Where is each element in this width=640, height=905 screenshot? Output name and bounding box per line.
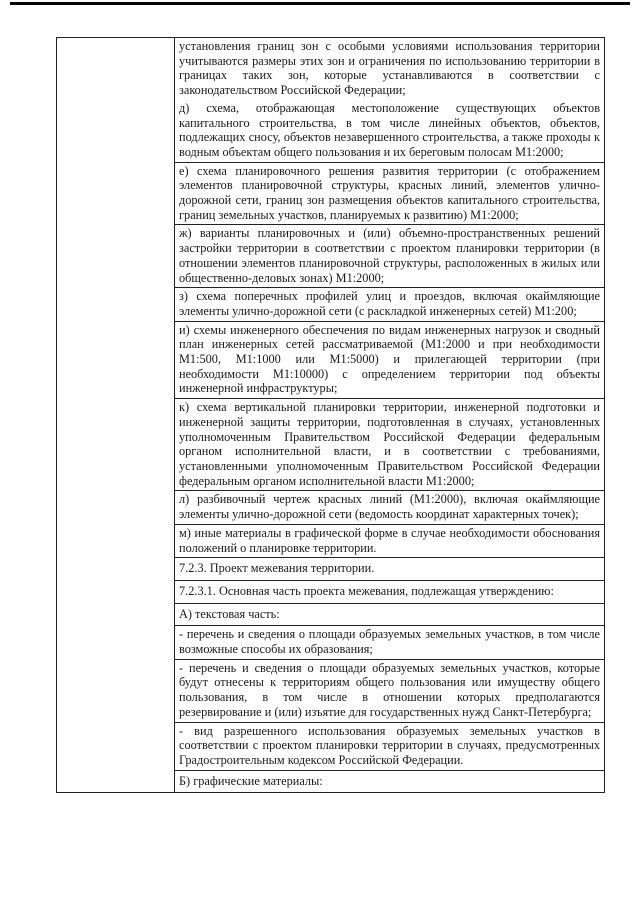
list-item-public-plots: - перечень и сведения о площади образуемых земельных участков, которые будут отнесены к территориям общего пользования или имуществу общего пользования, в том числе в отношении которых предполагаются резервирование и (или) изъятие для государственных нужд Санкт-Петербурга; [175,660,604,723]
subheading-graphic-materials: Б) графические материалы: [179,773,323,788]
section-heading-7-2-3-1: 7.2.3.1. Основная часть проекта межевания, подлежащая утверждению: [175,581,604,604]
left-column-cell [57,38,175,793]
paragraph-i-engineering-schemes: и) схемы инженерного обеспечения по видам инженерных нагрузок и сводный план инженерных сетей рассматриваемой (М1:2000 и при необходимости М1:500, М1:1000 или М1:5000) и прилегающей территории (при необходимости М1:10000) с определением территории под объекты инженерной инфраструктуры; [175,322,604,400]
list-item-permitted-use: - вид разрешенного использования образуемых земельных участков в соответствии с проектом планировки территории в случаях, предусмотренных Градостроительным кодексом Российской Федерации. [175,723,604,771]
paragraph-zones-continuation: установления границ зон с особыми условиями использования территории учитываются размеры этих зон и ограничения по использованию территории в границах таких зон, которые устанавливаются в соответствии с законодательством Российской Федерации; [179,39,600,98]
paragraph-k-vertical-planning: к) схема вертикальной планировки территории, инженерной подготовки и инженерной защиты территории, подготовленная в случаях, установленных уполномоченным Правительством Российской Федерации федеральным органом исполнительной власти, и в соответствии с требованиями, установленными уполномоченным Правительством Российской Федерации федеральным органом исполнительной власти М1:2000; [175,399,604,491]
subheading-text-part: А) текстовая часть: [175,604,604,627]
top-rule [10,2,630,5]
paragraph-z-street-profiles: з) схема поперечных профилей улиц и проездов, включая окаймляющие элементы улично-дорожной сети (с раскладкой инженерных сетей) М1:200; [175,288,604,321]
paragraph-l-red-lines-drawing: л) разбивочный чертеж красных линий (М1:2000), включая окаймляющие элементы улично-дорожной сети (ведомость координат характерных точек); [175,491,604,524]
document-table [56,37,605,793]
right-column-cell [175,38,605,793]
paragraph-d-scheme-existing-objects: д) схема, отображающая местоположение существующих объектов капитального строительства, в том числе линейных объектов, объектов, подлежащих сносу, объектов незавершенного строительства, а также проходы к водным объектам общего пользования и их береговым полосам М1:2000; [175,100,604,163]
paragraph-zh-development-variants: ж) варианты планировочных и (или) объемно-пространственных решений застройки территории в соответствии с проектом планировки территории (в отношении элементов планировочной структуры, расположенных в жилых или общественно-деловых зонах) М1:2000; [175,225,604,288]
paragraph-e-planning-scheme: е) схема планировочного решения развития территории (с отображением элементов планировочной структуры, красных линий, элементов улично-дорожной сети, границ зон размещения объектов капитального строительства, границ земельных участков, планируемых к развитию) М1:2000; [175,163,604,226]
table-row [57,38,605,793]
list-item-plots-area: - перечень и сведения о площади образуемых земельных участков, в том числе возможные способы их образования; [175,626,604,659]
section-heading-7-2-3: 7.2.3. Проект межевания территории. [175,558,604,581]
paragraph-m-other-materials: м) иные материалы в графической форме в случае необходимости обоснования положений о планировке территории. [175,525,604,558]
